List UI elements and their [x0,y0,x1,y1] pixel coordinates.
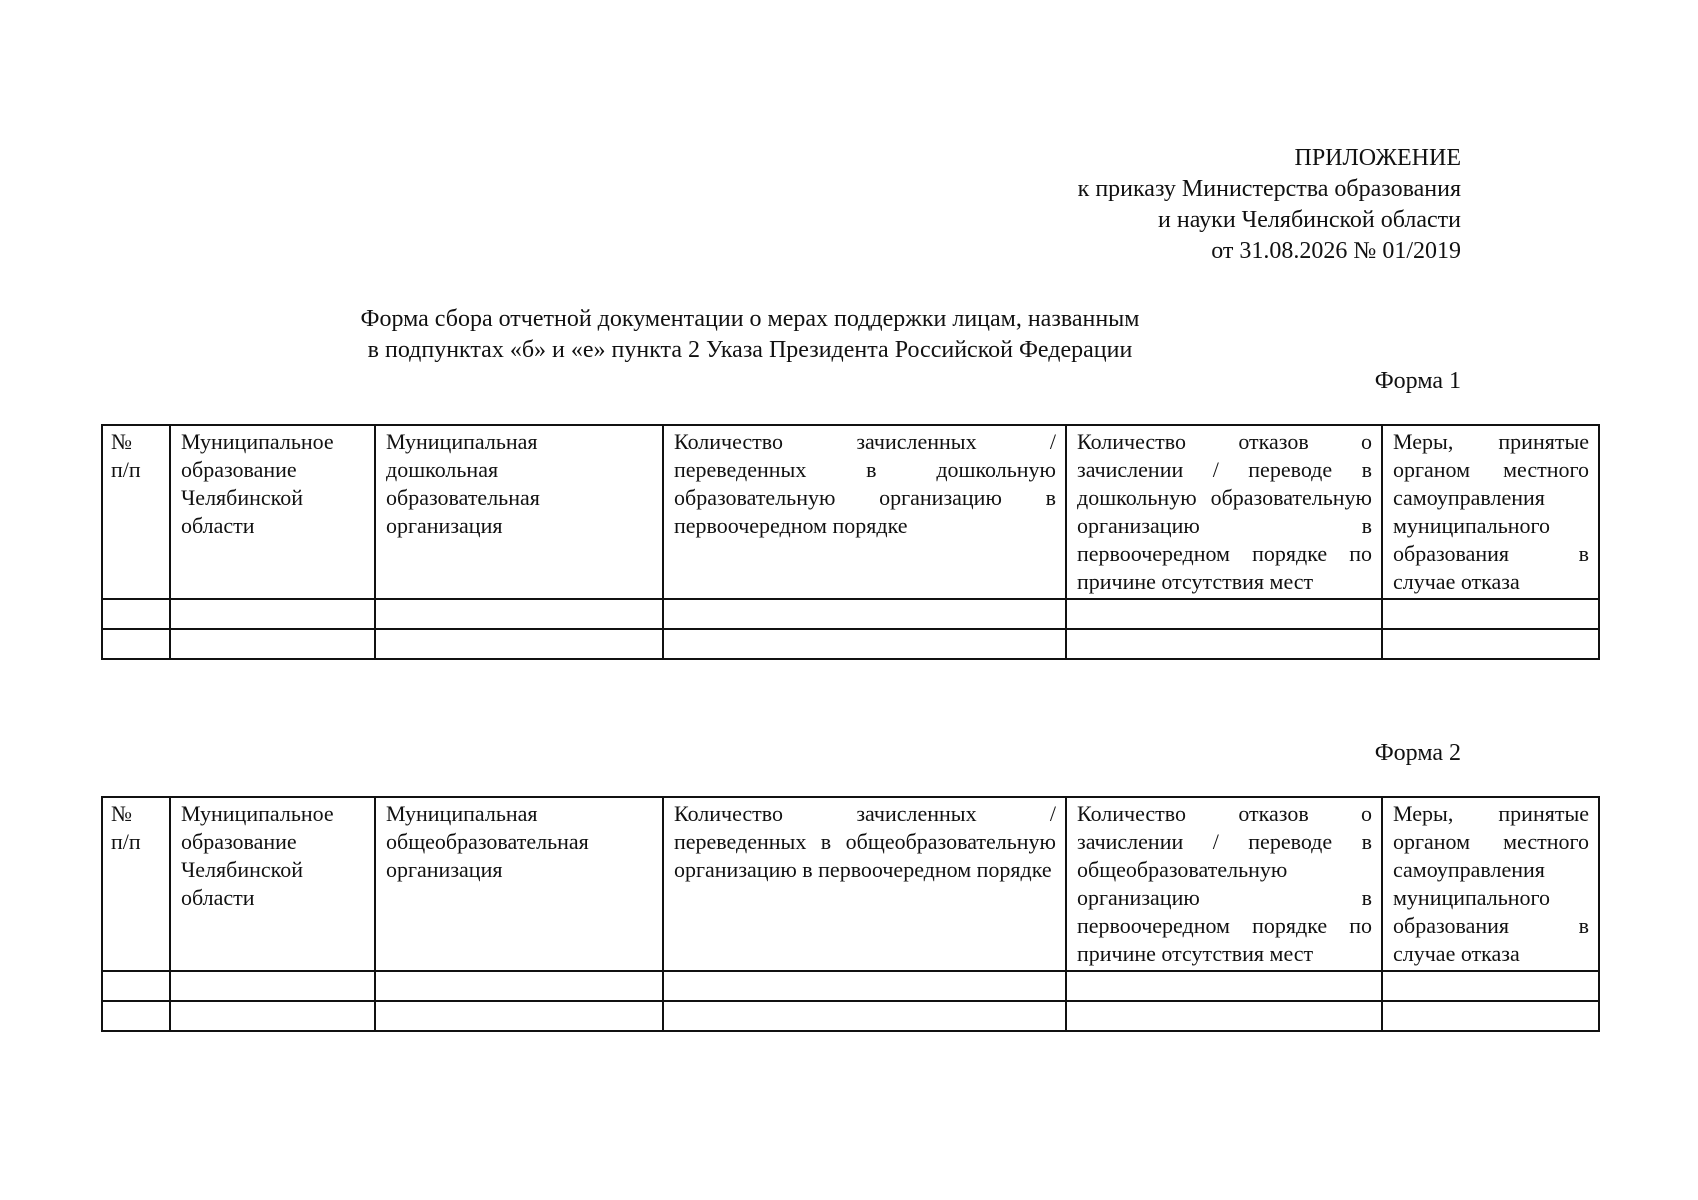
table-row [102,971,1599,1001]
document-title-line-2: в подпунктах «б» и «е» пункта 2 Указа Президента Российской Федерации [367,337,1133,363]
empty-cell[interactable] [375,599,663,629]
document-title-line-1: Форма сбора отчетной документации о мерах поддержки лицам, названным [360,306,1140,332]
empty-cell[interactable] [663,599,1066,629]
header-measures: Меры, принятые органом местного самоуправления муниципального образования в случае отказа [1393,429,1589,594]
header-enrolled: Количество зачисленных / переведенных в общеобразовательную организацию в первоочередном порядке [674,801,1056,882]
header-refusals: Количество отказов о зачислении / переводе в общеобразовательную организацию в первоочередном порядке по причине отсутствия мест [1077,801,1372,966]
header-number: № п/п [111,801,141,854]
header-municipality: Муниципальное образование Челябинской области [181,429,334,538]
appendix-date-number: от 31.08.2026 № 01/2019 [1211,238,1461,264]
form-1-label: Форма 1 [1374,368,1461,394]
header-refusals: Количество отказов о зачислении / переводе в дошкольную образовательную организацию в первоочередном порядке по причине отсутствия мест [1077,429,1372,594]
header-number-cell [102,425,170,599]
empty-cell[interactable] [663,971,1066,1001]
empty-cell[interactable] [663,629,1066,659]
table-row [102,1001,1599,1031]
header-organization: Муниципальная дошкольная образовательная организация [386,429,540,538]
header-organization-cell [375,425,663,599]
form-2-table [101,796,1600,1032]
header-number: № п/п [111,429,141,482]
empty-cell[interactable] [102,971,170,1001]
header-measures-cell [1382,797,1599,971]
header-municipality-cell [170,797,375,971]
header-measures: Меры, принятые органом местного самоуправления муниципального образования в случае отказа [1393,801,1589,966]
appendix-header [1078,143,1461,267]
empty-cell[interactable] [1382,629,1599,659]
appendix-title: ПРИЛОЖЕНИЕ [1294,145,1461,171]
document-title [250,304,1250,366]
empty-cell[interactable] [1382,1001,1599,1031]
empty-cell[interactable] [170,629,375,659]
form-1-table [101,424,1600,660]
empty-cell[interactable] [170,599,375,629]
empty-cell[interactable] [1066,629,1382,659]
table-header-row [102,425,1599,599]
header-organization-cell [375,797,663,971]
header-enrolled: Количество зачисленных / переведенных в дошкольную образовательную организацию в первоочередном порядке [674,429,1056,538]
header-number-cell [102,797,170,971]
empty-cell[interactable] [375,1001,663,1031]
appendix-ministry-line: и науки Челябинской области [1158,207,1461,233]
table-header-row [102,797,1599,971]
empty-cell[interactable] [170,1001,375,1031]
appendix-order-line: к приказу Министерства образования [1077,176,1461,202]
header-measures-cell [1382,425,1599,599]
header-refusals-cell [1066,425,1382,599]
empty-cell[interactable] [102,629,170,659]
empty-cell[interactable] [1066,1001,1382,1031]
header-municipality: Муниципальное образование Челябинской области [181,801,334,910]
header-organization: Муниципальная общеобразовательная организация [386,801,589,882]
empty-cell[interactable] [102,1001,170,1031]
empty-cell[interactable] [170,971,375,1001]
header-enrolled-cell [663,797,1066,971]
empty-cell[interactable] [1382,599,1599,629]
empty-cell[interactable] [102,599,170,629]
empty-cell[interactable] [1066,599,1382,629]
empty-cell[interactable] [375,971,663,1001]
header-enrolled-cell [663,425,1066,599]
header-refusals-cell [1066,797,1382,971]
table-row [102,629,1599,659]
form-2-label: Форма 2 [1374,740,1461,766]
empty-cell[interactable] [663,1001,1066,1031]
empty-cell[interactable] [1382,971,1599,1001]
header-municipality-cell [170,425,375,599]
empty-cell[interactable] [1066,971,1382,1001]
table-row [102,599,1599,629]
empty-cell[interactable] [375,629,663,659]
